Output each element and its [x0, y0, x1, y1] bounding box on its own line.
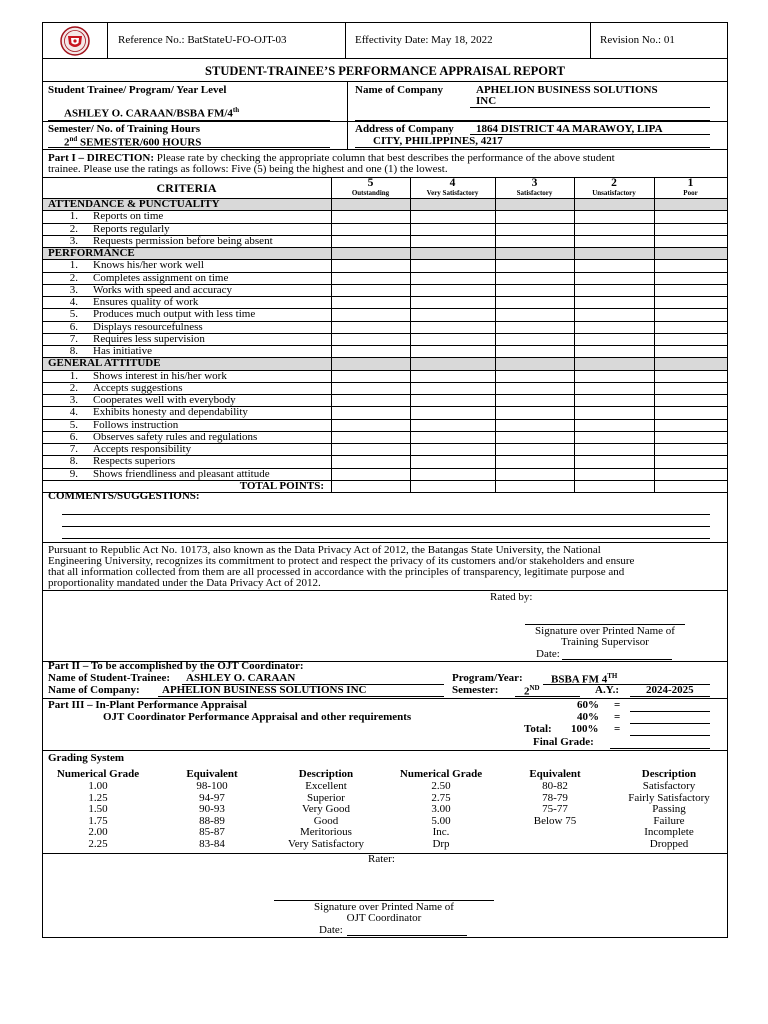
rating-cell[interactable]: [496, 224, 573, 234]
part3-total-label: Total:: [524, 723, 552, 735]
rating-cell[interactable]: [496, 456, 573, 466]
criterion-text: Observes safety rules and regulations: [93, 430, 258, 443]
rating-cell[interactable]: [411, 236, 494, 246]
rating-cell[interactable]: [332, 297, 409, 307]
rating-cell[interactable]: [332, 469, 409, 479]
rating-cell[interactable]: [332, 285, 409, 295]
part3-pct-1: 60%: [577, 699, 599, 711]
criterion-text: Works with speed and accuracy: [93, 283, 233, 296]
grading-cell: Satisfactory: [642, 780, 696, 792]
part2-company-value: APHELION BUSINESS SOLUTIONS INC: [162, 684, 367, 696]
grading-cell: 85-87: [199, 826, 225, 839]
rating-cell[interactable]: [496, 407, 573, 417]
grading-cell: 5.00: [431, 814, 451, 827]
rating-cell[interactable]: [496, 211, 573, 221]
rated-by-signature-2: Training Supervisor: [561, 636, 649, 648]
grading-cell: 98-100: [196, 780, 228, 792]
criterion-number: 7.: [69, 332, 78, 345]
criterion-text: Requires less supervision: [93, 332, 205, 345]
criterion-number: 2.: [69, 381, 78, 394]
total-points-cell[interactable]: [575, 481, 653, 491]
grading-cell: 80-82: [542, 780, 568, 792]
part2-title: Part II – To be accomplished by the OJT Coordinator:: [48, 660, 304, 672]
part3-title: Part III – In-Plant Performance Appraisal: [48, 699, 247, 711]
rating-cell[interactable]: [411, 407, 494, 417]
grading-title: Grading System: [48, 752, 125, 764]
part2-company-label: Name of Company:: [48, 684, 140, 696]
rating-number: 5: [367, 177, 374, 189]
rating-label: Very Satisfactory: [426, 189, 479, 197]
rating-cell[interactable]: [411, 273, 494, 283]
grading-cell: 83-84: [199, 838, 225, 850]
criterion-number: 1.: [69, 259, 78, 272]
part3-eq-3: =: [614, 723, 621, 735]
criterion-number: 7.: [69, 443, 78, 455]
rating-cell[interactable]: [332, 346, 409, 356]
rating-cell[interactable]: [332, 444, 409, 454]
part2-semester-label: Semester:: [452, 684, 499, 696]
rating-cell[interactable]: [575, 407, 653, 417]
rating-cell[interactable]: [332, 420, 409, 430]
company-value-2: INC: [476, 95, 497, 107]
criterion-number: 1.: [69, 210, 78, 223]
rating-cell[interactable]: [655, 224, 726, 234]
rating-cell[interactable]: [496, 334, 573, 344]
rating-cell[interactable]: [411, 260, 494, 270]
rating-cell[interactable]: [496, 236, 573, 246]
rating-cell[interactable]: [332, 395, 409, 405]
grading-cell: 1.75: [88, 814, 108, 827]
rating-cell[interactable]: [496, 395, 573, 405]
criterion-text: Accepts responsibility: [93, 443, 192, 455]
rating-label: Satisfactory: [516, 189, 553, 197]
rating-cell[interactable]: [575, 334, 653, 344]
rating-cell[interactable]: [575, 322, 653, 332]
criterion-number: 8.: [69, 345, 78, 357]
rating-cell[interactable]: [332, 334, 409, 344]
company-value-1: APHELION BUSINESS SOLUTIONS: [476, 84, 658, 96]
part2-ay-label: A.Y.:: [595, 684, 620, 696]
grading-header: Numerical Grade: [56, 768, 140, 780]
rating-cell[interactable]: [411, 432, 494, 442]
part3-pct-2: 40%: [577, 711, 599, 723]
part2-ay-value: 2024-2025: [646, 684, 694, 696]
reference-number: Reference No.: BatStateU-FO-OJT-03: [118, 34, 287, 46]
final-grade-label: Final Grade:: [533, 736, 594, 748]
criterion-text: Respects superiors: [93, 455, 176, 468]
rating-cell[interactable]: [575, 432, 653, 442]
grading-cell: 1.50: [88, 803, 108, 816]
rating-cell[interactable]: [655, 273, 726, 283]
rating-cell[interactable]: [411, 297, 494, 307]
rating-cell[interactable]: [575, 260, 653, 270]
address-label: Address of Company: [355, 123, 454, 135]
privacy-line-3: that all information collected from them are all processed in accordance with the principles of transparency, legitimate purpose and: [48, 566, 625, 578]
grading-header: Equivalent: [186, 768, 238, 780]
rating-cell[interactable]: [411, 224, 494, 234]
rating-cell[interactable]: [655, 334, 726, 344]
grading-cell: Very Satisfactory: [287, 838, 365, 850]
rating-number: 1: [687, 177, 694, 189]
rating-cell[interactable]: [655, 469, 726, 479]
criterion-number: 4.: [69, 406, 78, 419]
rating-label: Poor: [683, 189, 698, 197]
rating-label: Outstanding: [351, 189, 390, 197]
criterion-text: Shows interest in his/her work: [93, 369, 227, 382]
criterion-text: Reports on time: [93, 210, 164, 223]
rating-cell[interactable]: [411, 383, 494, 393]
part2-program-label: Program/Year:: [452, 672, 523, 684]
direction-line-1: Part I – DIRECTION: Please rate by checking the appropriate column that best describes the performance of the above student: [48, 152, 615, 164]
rating-cell[interactable]: [496, 285, 573, 295]
criterion-text: Has initiative: [93, 345, 152, 357]
rating-number: 2: [611, 177, 617, 189]
rating-cell[interactable]: [411, 395, 494, 405]
grading-cell: Fairly Satisfactory: [628, 791, 710, 804]
grading-cell: Inc.: [432, 826, 450, 839]
grading-cell: 78-79: [542, 791, 568, 804]
grading-header: Equivalent: [529, 768, 581, 780]
rating-cell[interactable]: [332, 407, 409, 417]
rating-cell[interactable]: [496, 371, 573, 381]
effectivity-date: Effectivity Date: May 18, 2022: [355, 34, 493, 46]
criterion-text: Exhibits honesty and dependability: [93, 406, 248, 419]
criterion-number: 5.: [69, 308, 78, 321]
grading-cell: Very Good: [302, 803, 350, 816]
privacy-line-1: Pursuant to Republic Act No. 10173, also known as the Data Privacy Act of 2012, the Batangas State University, the National: [48, 544, 601, 556]
grading-cell: Below 75: [533, 814, 577, 827]
part2-program-value: BSBA FM 4TH: [551, 672, 618, 686]
criterion-text: Shows friendliness and pleasant attitude: [93, 467, 270, 480]
criterion-text: Cooperates well with everybody: [93, 394, 236, 406]
grading-cell: 1.25: [88, 791, 108, 804]
rating-cell[interactable]: [655, 285, 726, 295]
rating-cell[interactable]: [332, 383, 409, 393]
grading-cell: Failure: [653, 814, 685, 827]
rating-cell[interactable]: [411, 371, 494, 381]
rating-cell[interactable]: [332, 432, 409, 442]
rating-cell[interactable]: [332, 309, 409, 319]
privacy-line-2: Engineering University, recognizes its commitment to protect and respect the privacy of its customers and/or stakeholders and ensure: [48, 555, 635, 567]
criterion-number: 6.: [69, 320, 78, 333]
rating-cell[interactable]: [575, 285, 653, 295]
address-value-1: 1864 DISTRICT 4A MARAWOY, LIPA: [476, 123, 663, 135]
rating-cell[interactable]: [655, 371, 726, 381]
grading-header: Numerical Grade: [399, 768, 483, 780]
grading-cell: 3.00: [431, 803, 451, 816]
trainee-label: Student Trainee/ Program/ Year Level: [48, 84, 227, 96]
rating-cell[interactable]: [655, 346, 726, 356]
criteria-header: CRITERIA: [156, 181, 217, 195]
rating-cell[interactable]: [655, 260, 726, 270]
rating-cell[interactable]: [575, 236, 653, 246]
rating-cell[interactable]: [332, 236, 409, 246]
criterion-number: 3.: [69, 283, 78, 296]
criterion-text: Knows his/her work well: [93, 259, 204, 272]
rater-date: Date:: [319, 924, 343, 936]
rating-cell[interactable]: [411, 285, 494, 295]
rating-cell[interactable]: [496, 322, 573, 332]
rating-cell[interactable]: [496, 444, 573, 454]
rating-cell[interactable]: [575, 297, 653, 307]
rating-cell[interactable]: [496, 260, 573, 270]
rating-cell[interactable]: [655, 407, 726, 417]
total-points-cell[interactable]: [332, 481, 409, 491]
criterion-number: 3.: [69, 394, 78, 406]
grading-cell: Drp: [432, 838, 450, 850]
rating-cell[interactable]: [411, 346, 494, 356]
section-title: GENERAL ATTITUDE: [48, 357, 161, 370]
criterion-number: 2.: [69, 222, 78, 235]
rating-cell[interactable]: [655, 309, 726, 319]
grading-cell: Passing: [652, 803, 686, 816]
rating-cell[interactable]: [575, 309, 653, 319]
rating-cell[interactable]: [575, 211, 653, 221]
section-title: ATTENDANCE & PUNCTUALITY: [48, 198, 220, 210]
total-points-label: TOTAL POINTS:: [239, 479, 324, 492]
rater-signature-2: OJT Coordinator: [346, 912, 422, 924]
part2-trainee-value: ASHLEY O. CARAAN: [186, 672, 296, 684]
rating-cell[interactable]: [575, 420, 653, 430]
rater-label: Rater:: [368, 853, 395, 865]
privacy-line-4: proportionality mandated under the Data Privacy Act of 2012.: [48, 577, 321, 589]
criterion-text: Accepts suggestions: [93, 381, 183, 394]
grading-cell: 75-77: [542, 803, 568, 816]
rating-cell[interactable]: [411, 309, 494, 319]
rated-by-signature-1: Signature over Printed Name of: [535, 625, 675, 637]
criterion-text: Ensures quality of work: [93, 296, 199, 308]
criterion-text: Produces much output with less time: [93, 308, 256, 321]
rating-cell[interactable]: [655, 236, 726, 246]
company-label: Name of Company: [355, 84, 443, 96]
rating-cell[interactable]: [575, 371, 653, 381]
criterion-number: 3.: [69, 234, 78, 247]
rating-cell[interactable]: [332, 224, 409, 234]
rating-cell[interactable]: [655, 383, 726, 393]
rating-cell[interactable]: [575, 346, 653, 356]
rating-cell[interactable]: [332, 456, 409, 466]
grading-cell: 2.25: [88, 838, 108, 850]
rating-cell[interactable]: [332, 371, 409, 381]
rating-cell[interactable]: [411, 322, 494, 332]
grading-cell: 2.00: [88, 826, 108, 839]
semester-value: 2nd SEMESTER/600 HOURS: [64, 135, 202, 149]
criterion-number: 9.: [69, 467, 78, 480]
section-title: PERFORMANCE: [48, 247, 135, 259]
rating-cell[interactable]: [411, 456, 494, 466]
rater-signature-1: Signature over Printed Name of: [314, 901, 454, 913]
rating-cell[interactable]: [655, 211, 726, 221]
rating-cell[interactable]: [655, 297, 726, 307]
grading-cell: 94-97: [199, 791, 225, 804]
report-title: STUDENT-TRAINEE’S PERFORMANCE APPRAISAL REPORT: [205, 64, 565, 78]
address-value-2: CITY, PHILIPPINES, 4217: [373, 135, 503, 147]
criterion-text: Displays resourcefulness: [93, 320, 203, 333]
rating-cell[interactable]: [496, 469, 573, 479]
part3-eq-1: =: [614, 699, 621, 711]
part2-semester-value: 2ND: [524, 684, 540, 698]
rating-cell[interactable]: [496, 346, 573, 356]
grading-header: Description: [298, 768, 354, 780]
rating-cell[interactable]: [332, 273, 409, 283]
semester-label: Semester/ No. of Training Hours: [48, 123, 201, 135]
direction-line-2: trainee. Please use the ratings as follows: Five (5) being the highest and one (1) the lowest.: [48, 163, 448, 175]
rating-cell[interactable]: [332, 260, 409, 270]
criterion-number: 2.: [69, 271, 78, 284]
rating-cell[interactable]: [332, 322, 409, 332]
rated-by-label: Rated by:: [490, 591, 533, 603]
rating-cell[interactable]: [575, 444, 653, 454]
rating-cell[interactable]: [575, 395, 653, 405]
rating-cell[interactable]: [575, 383, 653, 393]
total-points-cell[interactable]: [411, 481, 494, 491]
rating-cell[interactable]: [332, 211, 409, 221]
criterion-text: Completes assignment on time: [93, 271, 229, 284]
grading-cell: Meritorious: [300, 826, 352, 839]
part2-trainee-label: Name of Student-Trainee:: [48, 672, 170, 684]
rating-cell[interactable]: [411, 334, 494, 344]
rated-by-date: Date:: [536, 648, 560, 660]
rating-cell[interactable]: [411, 211, 494, 221]
rating-number: 3: [531, 177, 538, 189]
grading-cell: 90-93: [199, 803, 225, 816]
grading-cell: 2.50: [431, 780, 451, 792]
university-logo: [54, 25, 96, 57]
rating-cell[interactable]: [575, 224, 653, 234]
part3-line-2: OJT Coordinator Performance Appraisal and other requirements: [103, 711, 412, 723]
grading-cell: Excellent: [305, 780, 347, 792]
rating-number: 4: [449, 177, 456, 189]
rating-cell[interactable]: [411, 444, 494, 454]
comments-label: COMMENTS/SUGGESTIONS:: [48, 490, 200, 502]
rating-cell[interactable]: [655, 420, 726, 430]
rating-cell[interactable]: [411, 420, 494, 430]
grading-cell: 1.00: [88, 780, 108, 792]
rating-cell[interactable]: [655, 456, 726, 466]
rating-cell[interactable]: [496, 273, 573, 283]
rating-cell[interactable]: [496, 309, 573, 319]
grading-cell: Incomplete: [644, 826, 694, 839]
revision-number: Revision No.: 01: [600, 34, 675, 46]
total-points-cell[interactable]: [655, 481, 726, 491]
criterion-number: 5.: [69, 418, 78, 431]
criterion-number: 8.: [69, 455, 78, 468]
criterion-text: Follows instruction: [93, 418, 179, 431]
criterion-number: 4.: [69, 296, 78, 308]
rating-cell[interactable]: [575, 469, 653, 479]
criterion-number: 6.: [69, 430, 78, 443]
trainee-value: ASHLEY O. CARAAN/BSBA FM/4th: [64, 106, 240, 120]
criterion-text: Requests permission before being absent: [93, 234, 273, 247]
grading-cell: 88-89: [199, 814, 225, 827]
rating-cell[interactable]: [655, 432, 726, 442]
rating-cell[interactable]: [411, 469, 494, 479]
grading-cell: Good: [313, 814, 339, 827]
rating-cell[interactable]: [575, 273, 653, 283]
part3-total-value: 100%: [571, 723, 599, 735]
grading-cell: Dropped: [649, 838, 689, 850]
criterion-number: 1.: [69, 369, 78, 382]
grading-header: Description: [641, 768, 697, 780]
rating-cell[interactable]: [496, 420, 573, 430]
rating-cell[interactable]: [496, 432, 573, 442]
grading-cell: 2.75: [431, 791, 451, 804]
rating-label: Unsatisfactory: [592, 189, 636, 197]
grading-cell: Superior: [307, 791, 345, 804]
rating-cell[interactable]: [655, 395, 726, 405]
rating-cell[interactable]: [575, 456, 653, 466]
rating-cell[interactable]: [496, 383, 573, 393]
rating-cell[interactable]: [496, 297, 573, 307]
total-points-cell[interactable]: [496, 481, 573, 491]
criterion-text: Reports regularly: [93, 222, 170, 235]
rating-cell[interactable]: [655, 322, 726, 332]
part3-eq-2: =: [614, 711, 621, 723]
rating-cell[interactable]: [655, 444, 726, 454]
